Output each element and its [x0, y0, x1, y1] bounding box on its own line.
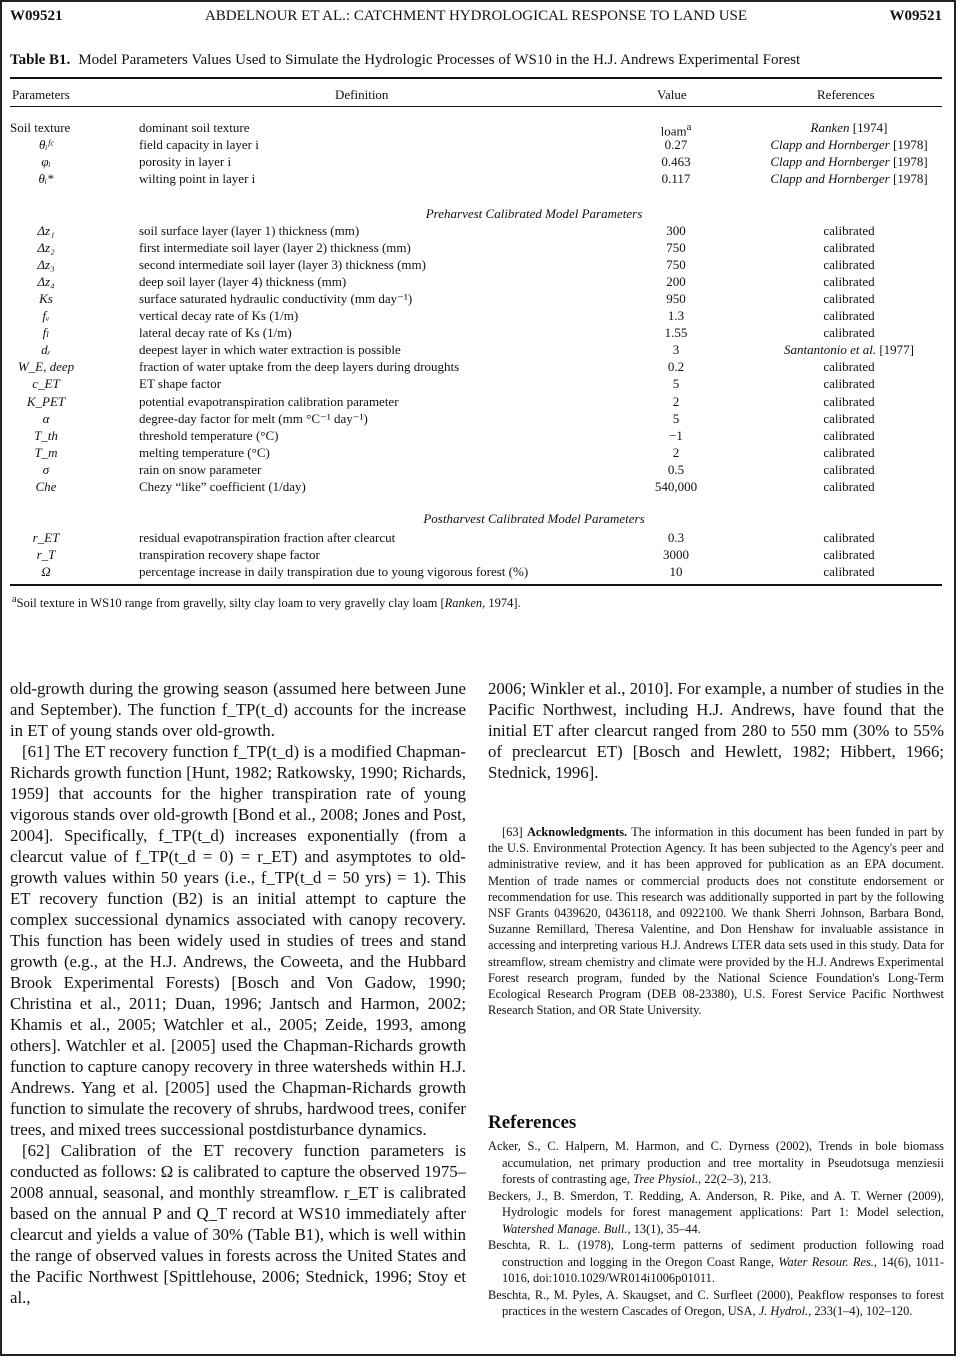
- param-symbol: Ω: [41, 564, 51, 580]
- value-text: 0.463: [661, 154, 691, 170]
- table-row: [2, 170, 952, 187]
- value-text: 540,000: [654, 478, 698, 494]
- param-symbol: c_ET: [32, 376, 60, 392]
- value-text: loam: [660, 123, 687, 139]
- param-definition: soil surface layer (layer 1) thickness (mm): [139, 223, 360, 238]
- param-reference: [754, 273, 944, 290]
- table-row: [2, 119, 952, 139]
- param-value: [618, 341, 734, 358]
- table-row: [2, 153, 952, 170]
- references-list: [488, 1138, 944, 1320]
- param-definition: deepest layer in which water extraction is possible: [139, 342, 401, 358]
- table-row: [2, 358, 952, 375]
- value-text: 950: [666, 291, 686, 307]
- param-reference: [754, 153, 944, 170]
- param-value: [618, 358, 734, 375]
- ref-year: [1978]: [892, 137, 928, 153]
- param-value: [618, 273, 734, 290]
- param-reference: [754, 393, 944, 410]
- ref-year: [1978]: [892, 171, 928, 187]
- ref-text: calibrated: [823, 427, 875, 443]
- table-row: [2, 410, 952, 427]
- page-id-right: W09521: [889, 8, 942, 24]
- table-bottom-rule: [10, 584, 942, 586]
- param-reference: [754, 546, 944, 563]
- param-reference: [754, 170, 944, 187]
- param-reference: [754, 529, 944, 546]
- param-reference: [754, 256, 944, 273]
- postharvest-title: Postharvest Calibrated Model Parameters: [423, 511, 645, 526]
- acknowledgments: [488, 824, 944, 1018]
- param-symbol: K_PET: [26, 393, 66, 409]
- value-text: 0.3: [667, 530, 685, 545]
- value-text: 750: [666, 240, 686, 256]
- param-definition: fraction of water uptake from the deep layers during droughts: [139, 359, 460, 375]
- ref-details: , 22(2–3), 213.: [698, 1172, 772, 1186]
- ack-number: [63]: [502, 825, 523, 839]
- param-reference: [754, 427, 944, 444]
- table-title: Model Parameters Values Used to Simulate the Hydrologic Processes of WS10 in the H.J. Andrews Experimental Forest: [78, 52, 801, 68]
- ref-text: calibrated: [823, 291, 875, 307]
- param-symbol: φᵢ: [41, 154, 51, 170]
- param-reference: [754, 307, 944, 324]
- table-top-rule: [10, 77, 942, 79]
- param-symbol: fₗ: [42, 325, 50, 341]
- param-symbol: θᵢᶠᶜ: [38, 137, 54, 153]
- param-definition: rain on snow parameter: [139, 461, 262, 477]
- ref-text: calibrated: [823, 444, 875, 460]
- param-symbol: Ks: [39, 291, 53, 307]
- value-text: 0.2: [667, 359, 685, 375]
- param-reference: [754, 136, 944, 153]
- param-symbol: Δz₃: [37, 257, 55, 273]
- param-symbol: σ: [42, 461, 50, 477]
- ack-heading: Acknowledgments.: [526, 825, 628, 839]
- param-value: [618, 170, 734, 187]
- param-reference: [754, 444, 944, 461]
- param-value: [618, 410, 734, 427]
- table-row: [2, 239, 952, 256]
- running-head: [10, 8, 942, 30]
- table-row: [2, 375, 952, 392]
- param-value: [618, 478, 734, 495]
- value-text: 5: [672, 376, 680, 392]
- paragraph-61: [61] The ET recovery function f_TP(t_d) is a modified Chapman-Richards growth function [Hunt, 1982; Ratkowsky, 1990; Richards, 1959] that accounts for the higher transpiration rate of young vigorous stands over old-growth [Bond et al., 2008; Jones and Post, 2004]. Specifically, f_TP(t_d) increases exponentially (from a clearcut value of f_TP(t_d = 0) = r_ET) and asymptotes to old-growth values within 50 years (i.e., f_TP(t_d = 50 yrs) = 1). This ET recovery function (B2) is an initial attempt to capture the complex successional dynamics associated with canopy recovery. This function has been widely used in studies of trees and stand growth (e.g., at the H.J. Andrews, the Coweeta, and the Hubbard Brook Experimental Forests) [Bosch and Von Gadow, 1990; Christina et al., 2011; Duan, 1996; Jantsch and Harmon, 2002; Khamis et al., 2005; Watchler et al., 2005; Zeide, 1993, among others]. Watchler et al. [2005] used the Chapman-Richards growth function to capture canopy recovery in three watersheds within H.J. Andrews. Yang et al. [2005] used the Chapman-Richards growth function to simulate the recovery of shrubs, hardwood trees, conifer trees, and mixed trees successional postdisturbance dynamics.: [10, 742, 466, 1139]
- table-row: [2, 444, 952, 461]
- param-symbol: θᵢ*: [38, 171, 54, 187]
- param-definition: wilting point in layer i: [139, 171, 256, 187]
- ref-text: calibrated: [823, 410, 875, 426]
- table-row: [2, 273, 952, 290]
- param-value: [618, 324, 734, 341]
- param-value: [618, 290, 734, 307]
- ref-main: Beckers, J., B. Smerdon, T. Redding, A. Anderson, R. Pike, and A. T. Werner (2009), Hydrologic models for forest management applications: Part 1: Model selection,: [488, 1188, 944, 1219]
- param-reference: [754, 461, 944, 478]
- ref-author: Clapp and Hornberger: [770, 171, 890, 187]
- value-text: 2: [672, 393, 680, 409]
- param-reference: [754, 341, 944, 358]
- param-definition: porosity in layer i: [139, 154, 232, 170]
- ref-main: Beschta, R., M. Pyles, A. Skaugset, and C. Surfleet (2000), Peakflow responses to forest practices in the western Cascades of Oregon, USA,: [488, 1287, 944, 1318]
- param-reference: [754, 478, 944, 495]
- param-value: [618, 563, 734, 580]
- param-definition: degree-day factor for melt (mm °C⁻¹ day⁻¹): [139, 410, 368, 426]
- param-definition: field capacity in layer i: [139, 137, 259, 153]
- ref-year: [1974]: [852, 120, 888, 135]
- param-value: [618, 222, 734, 239]
- param-definition: percentage increase in daily transpiration due to young vigorous forest (%): [139, 564, 529, 580]
- param-definition: second intermediate soil layer (layer 3) thickness (mm): [139, 257, 426, 273]
- param-value: [618, 256, 734, 273]
- param-definition: first intermediate soil layer (layer 2) thickness (mm): [139, 240, 411, 256]
- param-definition: melting temperature (°C): [139, 444, 270, 460]
- param-symbol: fᵥ: [42, 308, 50, 324]
- ref-author: Clapp and Hornberger: [770, 154, 890, 170]
- table-row: [2, 290, 952, 307]
- table-row: [2, 324, 952, 341]
- ref-details: , 233(1–4), 102–120.: [808, 1304, 913, 1318]
- param-symbol: T_th: [34, 427, 58, 443]
- param-reference: [754, 563, 944, 580]
- param-definition: deep soil layer (layer 4) thickness (mm): [139, 274, 347, 290]
- ref-text: calibrated: [823, 240, 875, 256]
- param-symbol: Soil texture: [10, 120, 71, 135]
- header-value: Value: [657, 87, 687, 102]
- ref-text: calibrated: [823, 274, 875, 290]
- param-value: [618, 375, 734, 392]
- param-definition: lateral decay rate of Ks (1/m): [139, 325, 292, 341]
- table-row: [2, 427, 952, 444]
- ref-journal: J. Hydrol.: [758, 1304, 809, 1318]
- param-reference: [754, 239, 944, 256]
- preharvest-title: Preharvest Calibrated Model Parameters: [425, 206, 643, 221]
- param-value: [618, 529, 734, 546]
- value-text: 3: [672, 342, 680, 358]
- table-row: [2, 478, 952, 495]
- value-text: 300: [666, 223, 686, 238]
- param-definition: surface saturated hydraulic conductivity (mm day⁻¹): [139, 291, 413, 307]
- ref-text: calibrated: [823, 257, 875, 273]
- param-symbol: r_ET: [32, 530, 60, 545]
- ref-text: calibrated: [823, 530, 875, 545]
- table-row: [2, 307, 952, 324]
- table-row: [2, 529, 952, 546]
- ref-main: Beschta, R. L. (1978), Long-term patterns of sediment production following road construction and logging in the Oregon Coast Range,: [488, 1238, 944, 1269]
- param-value: [618, 136, 734, 153]
- param-definition: threshold temperature (°C): [139, 427, 279, 443]
- value-text: 750: [666, 257, 686, 273]
- reference-entry: [488, 1138, 944, 1188]
- param-reference: [754, 290, 944, 307]
- paragraph-cont-right: 2006; Winkler et al., 2010]. For example, a number of studies in the Pacific Northwest, including H.J. Andrews, have found that the initial ET after clearcut ranged from 280 to 550 mm (30% to 55% of preclearcut ET) [Bosch and Hewlett, 1982; Hibbert, 1966; Stednick, 1996].: [488, 679, 944, 782]
- param-symbol: α: [42, 410, 50, 426]
- ref-year: [1977]: [879, 342, 914, 358]
- ref-journal: Watershed Manage. Bull.: [502, 1221, 628, 1236]
- param-value: [618, 427, 734, 444]
- ref-text: calibrated: [823, 325, 875, 341]
- ref-text: calibrated: [823, 359, 875, 375]
- table-row: [2, 546, 952, 563]
- param-reference: [754, 410, 944, 427]
- table-row: [2, 256, 952, 273]
- param-definition: dominant soil texture: [139, 120, 250, 135]
- ref-text: calibrated: [823, 223, 875, 238]
- ref-text: calibrated: [823, 547, 875, 563]
- param-definition: residual evapotranspiration fraction after clearcut: [139, 530, 396, 545]
- ref-text: calibrated: [823, 461, 875, 477]
- ref-text: calibrated: [823, 376, 875, 392]
- table-label: Table B1.: [10, 52, 71, 68]
- ref-details: , 14(6), 1011-1016, doi:1010.1029/WR014i1006p01011.: [502, 1254, 944, 1285]
- ref-author: Santantonio et al.: [783, 342, 877, 358]
- param-reference: [754, 222, 944, 239]
- value-text: 200: [666, 274, 686, 290]
- param-symbol: dᵣ: [41, 342, 51, 358]
- value-text: 0.5: [667, 461, 685, 477]
- value-text: 0.117: [661, 171, 691, 187]
- ref-journal: Tree Physiol.: [633, 1172, 699, 1186]
- running-title: ABDELNOUR ET AL.: CATCHMENT HYDROLOGICAL RESPONSE TO LAND USE: [204, 8, 748, 24]
- param-symbol: Δz₁: [37, 223, 55, 238]
- param-value: [618, 546, 734, 563]
- page-id-left: W09521: [10, 8, 63, 24]
- param-definition: transpiration recovery shape factor: [139, 547, 320, 563]
- right-column: [488, 678, 944, 783]
- references-heading: References: [488, 1112, 577, 1133]
- param-definition: vertical decay rate of Ks (1/m): [139, 308, 299, 324]
- param-value: [618, 393, 734, 410]
- param-symbol: r_T: [36, 547, 56, 563]
- param-reference: [754, 119, 944, 136]
- ref-text: calibrated: [823, 564, 875, 580]
- param-symbol: T_m: [34, 444, 58, 460]
- value-text: 10: [669, 564, 683, 580]
- param-symbol: Δz₄: [37, 274, 55, 290]
- param-symbol: W_E, deep: [17, 359, 75, 375]
- table-row: [2, 222, 952, 239]
- param-value: [618, 461, 734, 478]
- value-text: 5: [672, 410, 680, 426]
- param-value: [618, 307, 734, 324]
- value-text: 1.55: [664, 325, 688, 341]
- header-parameters: Parameters: [12, 87, 70, 102]
- reference-entry: [488, 1188, 944, 1238]
- table-row: [2, 461, 952, 478]
- value-text: 2: [672, 444, 680, 460]
- ref-author: Ranken: [810, 120, 850, 135]
- param-value: [618, 153, 734, 170]
- param-symbol: Δz₂: [37, 240, 55, 256]
- param-value: [618, 444, 734, 461]
- param-reference: [754, 375, 944, 392]
- ref-author: Clapp and Hornberger: [770, 137, 890, 153]
- table-footnote: $^a$Soil texture in WS10 range from gravelly, silty clay loam to very gravelly clay loam [Ranken, 1974].: [12, 594, 521, 611]
- header-definition: Definition: [335, 87, 389, 102]
- param-reference: [754, 358, 944, 375]
- ref-text: calibrated: [823, 478, 875, 494]
- table-row: [2, 563, 952, 580]
- ref-main: Acker, S., C. Halpern, M. Harmon, and C. Dyrness (2002), Trends in bole biomass accumulation, net primary production and tree mortality in Pseudotsuga menziesii forests of contrasting age,: [488, 1139, 944, 1186]
- ref-details: , 13(1), 35–44.: [627, 1221, 701, 1236]
- value-text: −1: [669, 427, 683, 443]
- header-references: References: [817, 87, 875, 102]
- paragraph-cont: old-growth during the growing season (assumed here between June and September). The function f_TP(t_d) accounts for the increase in ET of young stands over old-growth.: [10, 679, 466, 740]
- paragraph-62: [62] Calibration of the ET recovery function parameters is conducted as follows: Ω is calibrated to capture the observed 1975–2008 annual, seasonal, and monthly streamflow. r_ET is calibrated based on the annual P and Q_T record at WS10 immediately after clearcut and yields a value of 30% (Table B1), which is well within the range of observed values in forests across the United States and the Pacific Northwest [Spittlehouse, 2006; Stednick, 1996; Stoy et al.,: [10, 1141, 466, 1307]
- value-text: 3000: [663, 547, 689, 563]
- ref-text: calibrated: [823, 308, 875, 324]
- value-text: 1.3: [667, 308, 685, 324]
- param-definition: ET shape factor: [139, 376, 222, 392]
- param-reference: [754, 324, 944, 341]
- value-text: 0.27: [664, 137, 688, 153]
- table-row: [2, 341, 952, 358]
- ref-text: calibrated: [823, 393, 875, 409]
- table-row: [2, 136, 952, 153]
- table-caption: [10, 52, 942, 69]
- ref-year: [1978]: [892, 154, 928, 170]
- param-definition: Chezy “like” coefficient (1/day): [139, 478, 306, 494]
- value-footnote-mark: a: [686, 121, 692, 133]
- reference-entry: [488, 1287, 944, 1320]
- param-definition: potential evapotranspiration calibration parameter: [139, 393, 399, 409]
- reference-entry: [488, 1237, 944, 1287]
- ref-journal: Water Resour. Res.: [778, 1254, 874, 1269]
- left-column: [10, 678, 466, 1308]
- param-value: [618, 239, 734, 256]
- table-header-rule: [10, 106, 942, 107]
- param-symbol: Che: [35, 478, 57, 494]
- table-row: [2, 393, 952, 410]
- ack-text: The information in this document has been funded in part by the U.S. Environmental Protection Agency. It has been subjected to the Agency's peer and administrative review, and it has been approved for publication as an EPA document. Mention of trade names or commercial products does not constitute endorsement or recommendation for use. This research was additionally supported in part by the following NSF Grants 0439620, 0436118, and 0922100. We thank Sherri Johnson, Barbara Bond, Suzanne Remillard, Theresa Valentine, and Don Henshaw for invaluable assistance in accessing and interpreting various H.J. Andrews LTER data sets used in this study. Data for streamflow, stream chemistry and climate were provided by the H.J. Andrews Experimental Forest research program, funded by the National Science Foundation's Long-Term Ecological Research Program (DEB 08-23380), U.S. Forest Service Pacific Northwest Research Station, and OR State University.: [488, 825, 944, 1018]
